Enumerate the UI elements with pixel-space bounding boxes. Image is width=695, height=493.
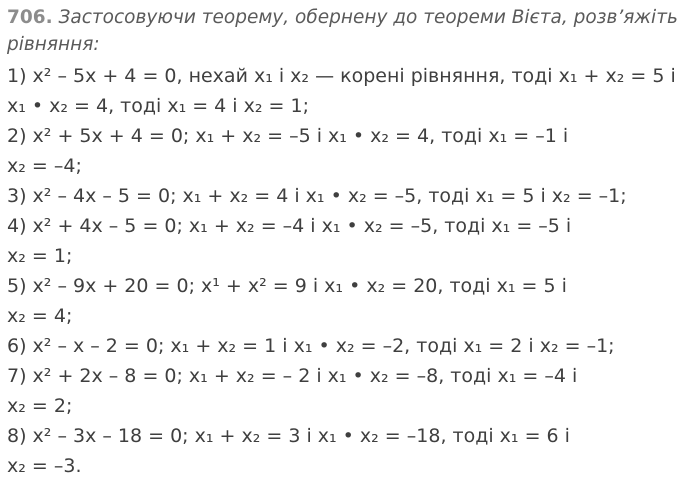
task-number: 706.	[7, 7, 53, 28]
solution-line: 3) x² – 4x – 5 = 0; x₁ + x₂ = 4 і x₁ • x₂ = –5, тоді x₁ = 5 і x₂ = –1;	[7, 185, 627, 207]
solution-line: x₂ = 2;	[7, 395, 73, 417]
solution-line: 4) x² + 4x – 5 = 0; x₁ + x₂ = –4 і x₁ • x₂ = –5, тоді x₁ = –5 і	[7, 215, 572, 237]
solution-line: 2) x² + 5x + 4 = 0; x₁ + x₂ = –5 і x₁ • x₂ = 4, тоді x₁ = –1 і	[7, 125, 569, 147]
solution-line: x₂ = –3.	[7, 455, 82, 477]
task-header	[7, 5, 691, 31]
solution-line: 1) x² – 5x + 4 = 0, нехай x₁ і x₂ — корені рівняння, тоді x₁ + x₂ = 5 і	[7, 65, 676, 87]
task-instruction-continued: рівняння:	[7, 34, 100, 55]
task-instruction: Застосовуючи теорему, обернену до теореми Вієта, розв’яжіть	[52, 7, 678, 28]
solution-line: 6) x² – x – 2 = 0; x₁ + x₂ = 1 і x₁ • x₂ = –2, тоді x₁ = 2 і x₂ = –1;	[7, 335, 615, 357]
solution-document	[7, 5, 691, 481]
solution-line: 7) x² + 2x – 8 = 0; x₁ + x₂ = – 2 і x₁ • x₂ = –8, тоді x₁ = –4 і	[7, 365, 578, 387]
solution-line: 8) x² – 3x – 18 = 0; x₁ + x₂ = 3 і x₁ • x₂ = –18, тоді x₁ = 6 і	[7, 425, 570, 447]
solution-line: x₂ = –4;	[7, 155, 82, 177]
solution-line: 5) x² – 9x + 20 = 0; x¹ + x² = 9 і x₁ • x₂ = 20, тоді x₁ = 5 і	[7, 275, 567, 297]
solution-line: x₁ • x₂ = 4, тоді x₁ = 4 і x₂ = 1;	[7, 95, 309, 117]
solution-line: x₂ = 1;	[7, 245, 73, 267]
solution-line: x₂ = 4;	[7, 305, 73, 327]
